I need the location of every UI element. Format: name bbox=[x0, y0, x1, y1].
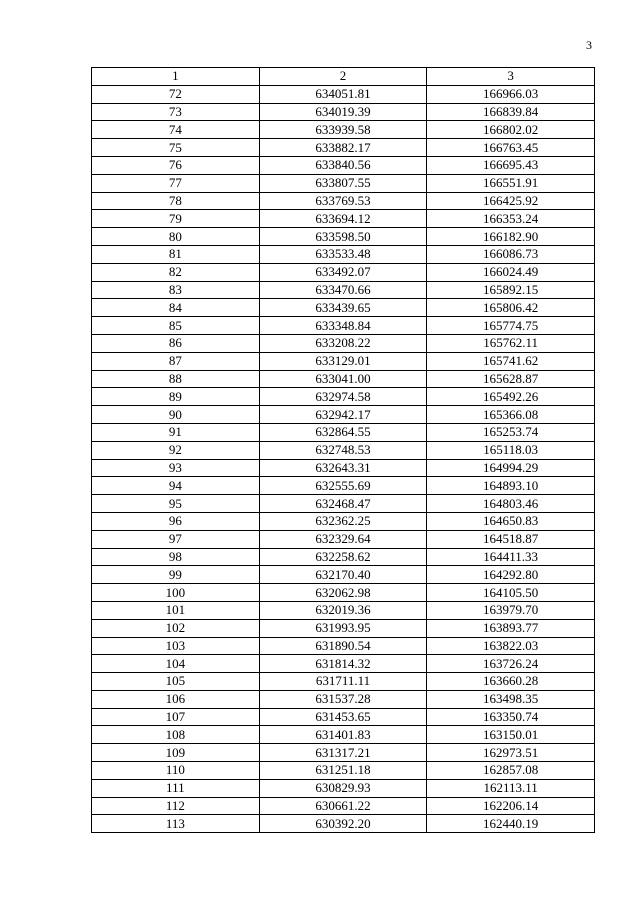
y-coordinate-cell: 166551.91 bbox=[427, 174, 595, 192]
table-row bbox=[92, 441, 595, 459]
point-number-cell: 100 bbox=[92, 584, 260, 602]
point-number-cell: 93 bbox=[92, 459, 260, 477]
x-coordinate-cell: 632974.58 bbox=[259, 388, 427, 406]
y-coordinate-cell: 164803.46 bbox=[427, 495, 595, 513]
table-body bbox=[92, 85, 595, 832]
y-coordinate-cell: 163726.24 bbox=[427, 655, 595, 673]
point-number-cell: 85 bbox=[92, 317, 260, 335]
y-coordinate-cell: 162113.11 bbox=[427, 779, 595, 797]
point-number-cell: 89 bbox=[92, 388, 260, 406]
point-number-cell: 103 bbox=[92, 637, 260, 655]
y-coordinate-cell: 165366.08 bbox=[427, 406, 595, 424]
x-coordinate-cell: 631537.28 bbox=[259, 690, 427, 708]
x-coordinate-cell: 631317.21 bbox=[259, 744, 427, 762]
point-number-cell: 91 bbox=[92, 423, 260, 441]
table-row bbox=[92, 779, 595, 797]
y-coordinate-cell: 166763.45 bbox=[427, 139, 595, 157]
table-row bbox=[92, 370, 595, 388]
x-coordinate-cell: 633840.56 bbox=[259, 156, 427, 174]
point-number-cell: 105 bbox=[92, 673, 260, 691]
x-coordinate-cell: 633041.00 bbox=[259, 370, 427, 388]
table-header-row bbox=[92, 68, 595, 86]
point-number-cell: 81 bbox=[92, 245, 260, 263]
table-row bbox=[92, 762, 595, 780]
x-coordinate-cell: 633439.65 bbox=[259, 299, 427, 317]
table-row bbox=[92, 601, 595, 619]
column-header-2: 2 bbox=[259, 68, 427, 86]
x-coordinate-cell: 632062.98 bbox=[259, 584, 427, 602]
table-row bbox=[92, 495, 595, 513]
point-number-cell: 99 bbox=[92, 566, 260, 584]
y-coordinate-cell: 162206.14 bbox=[427, 797, 595, 815]
x-coordinate-cell: 630829.93 bbox=[259, 779, 427, 797]
table-row bbox=[92, 548, 595, 566]
point-number-cell: 87 bbox=[92, 352, 260, 370]
y-coordinate-cell: 166024.49 bbox=[427, 263, 595, 281]
table-row bbox=[92, 530, 595, 548]
table-row bbox=[92, 584, 595, 602]
table-row bbox=[92, 673, 595, 691]
point-number-cell: 80 bbox=[92, 228, 260, 246]
table-row bbox=[92, 655, 595, 673]
point-number-cell: 77 bbox=[92, 174, 260, 192]
x-coordinate-cell: 632942.17 bbox=[259, 406, 427, 424]
x-coordinate-cell: 632258.62 bbox=[259, 548, 427, 566]
point-number-cell: 92 bbox=[92, 441, 260, 459]
point-number-cell: 94 bbox=[92, 477, 260, 495]
x-coordinate-cell: 633470.66 bbox=[259, 281, 427, 299]
point-number-cell: 101 bbox=[92, 601, 260, 619]
point-number-cell: 112 bbox=[92, 797, 260, 815]
y-coordinate-cell: 162973.51 bbox=[427, 744, 595, 762]
point-number-cell: 109 bbox=[92, 744, 260, 762]
page-number: 3 bbox=[586, 38, 592, 52]
x-coordinate-cell: 633208.22 bbox=[259, 334, 427, 352]
point-number-cell: 90 bbox=[92, 406, 260, 424]
point-number-cell: 96 bbox=[92, 512, 260, 530]
x-coordinate-cell: 633769.53 bbox=[259, 192, 427, 210]
point-number-cell: 79 bbox=[92, 210, 260, 228]
point-number-cell: 84 bbox=[92, 299, 260, 317]
table-row bbox=[92, 334, 595, 352]
table-row bbox=[92, 637, 595, 655]
x-coordinate-cell: 631711.11 bbox=[259, 673, 427, 691]
y-coordinate-cell: 165492.26 bbox=[427, 388, 595, 406]
x-coordinate-cell: 632362.25 bbox=[259, 512, 427, 530]
table-row bbox=[92, 245, 595, 263]
point-number-cell: 104 bbox=[92, 655, 260, 673]
y-coordinate-cell: 163498.35 bbox=[427, 690, 595, 708]
point-number-cell: 82 bbox=[92, 263, 260, 281]
x-coordinate-cell: 630392.20 bbox=[259, 815, 427, 833]
table-row bbox=[92, 388, 595, 406]
y-coordinate-cell: 163822.03 bbox=[427, 637, 595, 655]
y-coordinate-cell: 164650.83 bbox=[427, 512, 595, 530]
table-row bbox=[92, 797, 595, 815]
column-header-3: 3 bbox=[427, 68, 595, 86]
y-coordinate-cell: 164105.50 bbox=[427, 584, 595, 602]
x-coordinate-cell: 630661.22 bbox=[259, 797, 427, 815]
point-number-cell: 74 bbox=[92, 121, 260, 139]
y-coordinate-cell: 166425.92 bbox=[427, 192, 595, 210]
x-coordinate-cell: 631453.65 bbox=[259, 708, 427, 726]
x-coordinate-cell: 633129.01 bbox=[259, 352, 427, 370]
x-coordinate-cell: 631814.32 bbox=[259, 655, 427, 673]
column-header-1: 1 bbox=[92, 68, 260, 86]
point-number-cell: 102 bbox=[92, 619, 260, 637]
table-row bbox=[92, 423, 595, 441]
y-coordinate-cell: 164893.10 bbox=[427, 477, 595, 495]
table-row bbox=[92, 477, 595, 495]
table-row bbox=[92, 192, 595, 210]
y-coordinate-cell: 163893.77 bbox=[427, 619, 595, 637]
y-coordinate-cell: 163979.70 bbox=[427, 601, 595, 619]
table-row bbox=[92, 352, 595, 370]
point-number-cell: 75 bbox=[92, 139, 260, 157]
y-coordinate-cell: 162440.19 bbox=[427, 815, 595, 833]
y-coordinate-cell: 163660.28 bbox=[427, 673, 595, 691]
table-row bbox=[92, 566, 595, 584]
point-number-cell: 111 bbox=[92, 779, 260, 797]
x-coordinate-cell: 632468.47 bbox=[259, 495, 427, 513]
point-number-cell: 107 bbox=[92, 708, 260, 726]
table-row bbox=[92, 726, 595, 744]
table-row bbox=[92, 619, 595, 637]
point-number-cell: 78 bbox=[92, 192, 260, 210]
x-coordinate-cell: 631251.18 bbox=[259, 762, 427, 780]
point-number-cell: 72 bbox=[92, 85, 260, 103]
y-coordinate-cell: 165118.03 bbox=[427, 441, 595, 459]
table-row bbox=[92, 85, 595, 103]
x-coordinate-cell: 633492.07 bbox=[259, 263, 427, 281]
y-coordinate-cell: 166695.43 bbox=[427, 156, 595, 174]
table-row bbox=[92, 299, 595, 317]
table-row bbox=[92, 406, 595, 424]
y-coordinate-cell: 164411.33 bbox=[427, 548, 595, 566]
x-coordinate-cell: 632555.69 bbox=[259, 477, 427, 495]
table-row bbox=[92, 103, 595, 121]
x-coordinate-cell: 634019.39 bbox=[259, 103, 427, 121]
table-row bbox=[92, 174, 595, 192]
y-coordinate-cell: 165741.62 bbox=[427, 352, 595, 370]
table-row bbox=[92, 317, 595, 335]
y-coordinate-cell: 166839.84 bbox=[427, 103, 595, 121]
point-number-cell: 95 bbox=[92, 495, 260, 513]
point-number-cell: 97 bbox=[92, 530, 260, 548]
y-coordinate-cell: 164994.29 bbox=[427, 459, 595, 477]
y-coordinate-cell: 166182.90 bbox=[427, 228, 595, 246]
x-coordinate-cell: 633533.48 bbox=[259, 245, 427, 263]
y-coordinate-cell: 165628.87 bbox=[427, 370, 595, 388]
table-row bbox=[92, 815, 595, 833]
x-coordinate-cell: 631993.95 bbox=[259, 619, 427, 637]
table-row bbox=[92, 512, 595, 530]
x-coordinate-cell: 633598.50 bbox=[259, 228, 427, 246]
y-coordinate-cell: 166966.03 bbox=[427, 85, 595, 103]
y-coordinate-cell: 165774.75 bbox=[427, 317, 595, 335]
x-coordinate-cell: 632643.31 bbox=[259, 459, 427, 477]
y-coordinate-cell: 166086.73 bbox=[427, 245, 595, 263]
coordinates-table bbox=[91, 67, 595, 833]
x-coordinate-cell: 632864.55 bbox=[259, 423, 427, 441]
x-coordinate-cell: 633348.84 bbox=[259, 317, 427, 335]
table-row bbox=[92, 708, 595, 726]
table-row bbox=[92, 139, 595, 157]
x-coordinate-cell: 633807.55 bbox=[259, 174, 427, 192]
y-coordinate-cell: 163150.01 bbox=[427, 726, 595, 744]
point-number-cell: 106 bbox=[92, 690, 260, 708]
point-number-cell: 83 bbox=[92, 281, 260, 299]
y-coordinate-cell: 163350.74 bbox=[427, 708, 595, 726]
table-row bbox=[92, 281, 595, 299]
y-coordinate-cell: 164518.87 bbox=[427, 530, 595, 548]
table-row bbox=[92, 459, 595, 477]
point-number-cell: 98 bbox=[92, 548, 260, 566]
y-coordinate-cell: 166802.02 bbox=[427, 121, 595, 139]
x-coordinate-cell: 632170.40 bbox=[259, 566, 427, 584]
y-coordinate-cell: 165806.42 bbox=[427, 299, 595, 317]
table-row bbox=[92, 263, 595, 281]
table-row bbox=[92, 228, 595, 246]
y-coordinate-cell: 165253.74 bbox=[427, 423, 595, 441]
x-coordinate-cell: 632019.36 bbox=[259, 601, 427, 619]
y-coordinate-cell: 165762.11 bbox=[427, 334, 595, 352]
point-number-cell: 76 bbox=[92, 156, 260, 174]
table-row bbox=[92, 121, 595, 139]
y-coordinate-cell: 164292.80 bbox=[427, 566, 595, 584]
table-row bbox=[92, 210, 595, 228]
table-row bbox=[92, 744, 595, 762]
x-coordinate-cell: 631401.83 bbox=[259, 726, 427, 744]
y-coordinate-cell: 166353.24 bbox=[427, 210, 595, 228]
x-coordinate-cell: 633882.17 bbox=[259, 139, 427, 157]
point-number-cell: 73 bbox=[92, 103, 260, 121]
x-coordinate-cell: 633694.12 bbox=[259, 210, 427, 228]
table-row bbox=[92, 690, 595, 708]
x-coordinate-cell: 634051.81 bbox=[259, 85, 427, 103]
x-coordinate-cell: 632329.64 bbox=[259, 530, 427, 548]
x-coordinate-cell: 633939.58 bbox=[259, 121, 427, 139]
point-number-cell: 108 bbox=[92, 726, 260, 744]
point-number-cell: 86 bbox=[92, 334, 260, 352]
point-number-cell: 110 bbox=[92, 762, 260, 780]
y-coordinate-cell: 165892.15 bbox=[427, 281, 595, 299]
y-coordinate-cell: 162857.08 bbox=[427, 762, 595, 780]
point-number-cell: 113 bbox=[92, 815, 260, 833]
point-number-cell: 88 bbox=[92, 370, 260, 388]
table-row bbox=[92, 156, 595, 174]
x-coordinate-cell: 631890.54 bbox=[259, 637, 427, 655]
x-coordinate-cell: 632748.53 bbox=[259, 441, 427, 459]
